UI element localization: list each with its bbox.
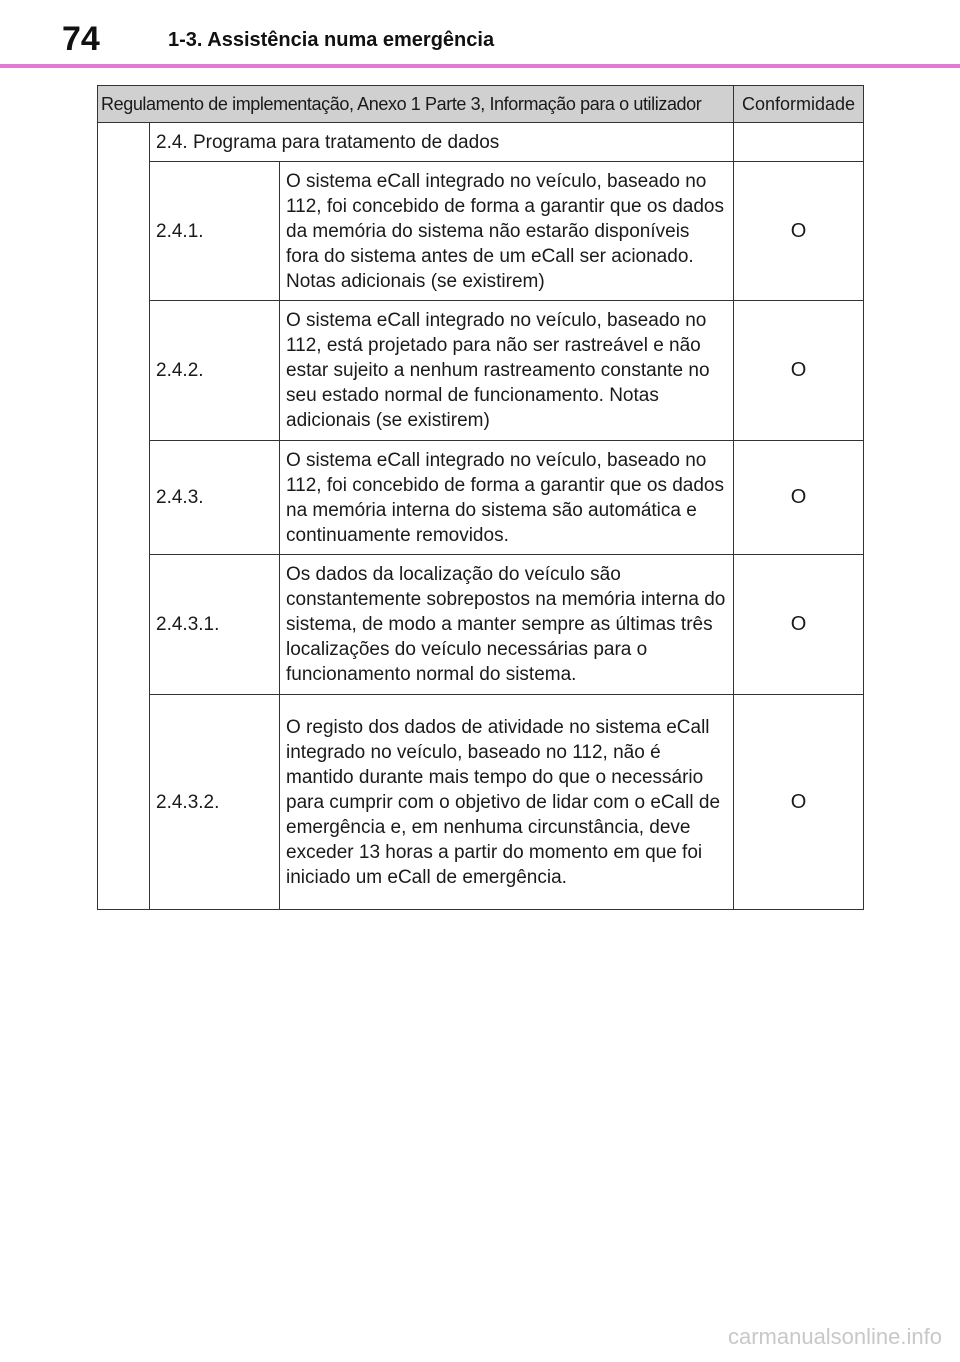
conformity-mark: O	[734, 695, 864, 910]
item-text: O registo dos dados de atividade no sistema eCall integrado no veículo, baseado no 112, não é mantido durante mais tempo do que o necessário para cumprir com o objetivo de lidar com o eCall de emergência e, em nenhuma circunstância, deve exceder 13 horas a partir do momento em que foi iniciado um eCall de emergência.	[280, 695, 734, 910]
indent-cell	[98, 123, 150, 910]
item-number: 2.4.1.	[150, 162, 280, 301]
conformity-mark: O	[734, 162, 864, 301]
item-text: Os dados da localização do veículo são constantemente sobrepostos na memória interna do sistema, de modo a manter sempre as últimas três localizações do veículo necessárias para o funcionamento normal do sistema.	[280, 555, 734, 695]
conformity-cell-empty	[734, 123, 864, 162]
item-number: 2.4.3.	[150, 441, 280, 555]
item-number: 2.4.2.	[150, 301, 280, 441]
conformity-mark: O	[734, 441, 864, 555]
section-title: 1-3. Assistência numa emergência	[168, 29, 495, 51]
table-row	[98, 695, 864, 910]
table-row	[98, 441, 864, 555]
page-header	[0, 0, 960, 68]
column-header-regulation: Regulamento de implementação, Anexo 1 Parte 3, Informação para o utilizador	[98, 86, 734, 123]
page-number: 74	[62, 20, 100, 58]
item-text: O sistema eCall integrado no veículo, baseado no 112, está projetado para não ser rastreável e não estar sujeito a nenhum rastreamento constante no seu estado normal de funcionamento. Notas adicionais (se existirem)	[280, 301, 734, 441]
column-header-conformity: Conformidade	[734, 86, 864, 123]
table-row	[98, 123, 864, 162]
subheading-cell: 2.4. Programa para tratamento de dados	[150, 123, 734, 162]
table-row	[98, 301, 864, 441]
table-row	[98, 555, 864, 695]
item-number: 2.4.3.1.	[150, 555, 280, 695]
table-header-row	[98, 86, 864, 123]
watermark: carmanualsonline.info	[727, 1324, 942, 1349]
conformity-mark: O	[734, 555, 864, 695]
table-row	[98, 162, 864, 301]
header-rule	[0, 64, 960, 68]
item-text: O sistema eCall integrado no veículo, baseado no 112, foi concebido de forma a garantir que os dados na memória interna do sistema são automática e continuamente removidos.	[280, 441, 734, 555]
regulation-table	[97, 85, 864, 910]
item-number: 2.4.3.2.	[150, 695, 280, 910]
item-text: O sistema eCall integrado no veículo, baseado no 112, foi concebido de forma a garantir que os dados da memória do sistema não estarão disponíveis fora do sistema antes de um eCall ser acionado. Notas adicionais (se existirem)	[280, 162, 734, 301]
conformity-mark: O	[734, 301, 864, 441]
